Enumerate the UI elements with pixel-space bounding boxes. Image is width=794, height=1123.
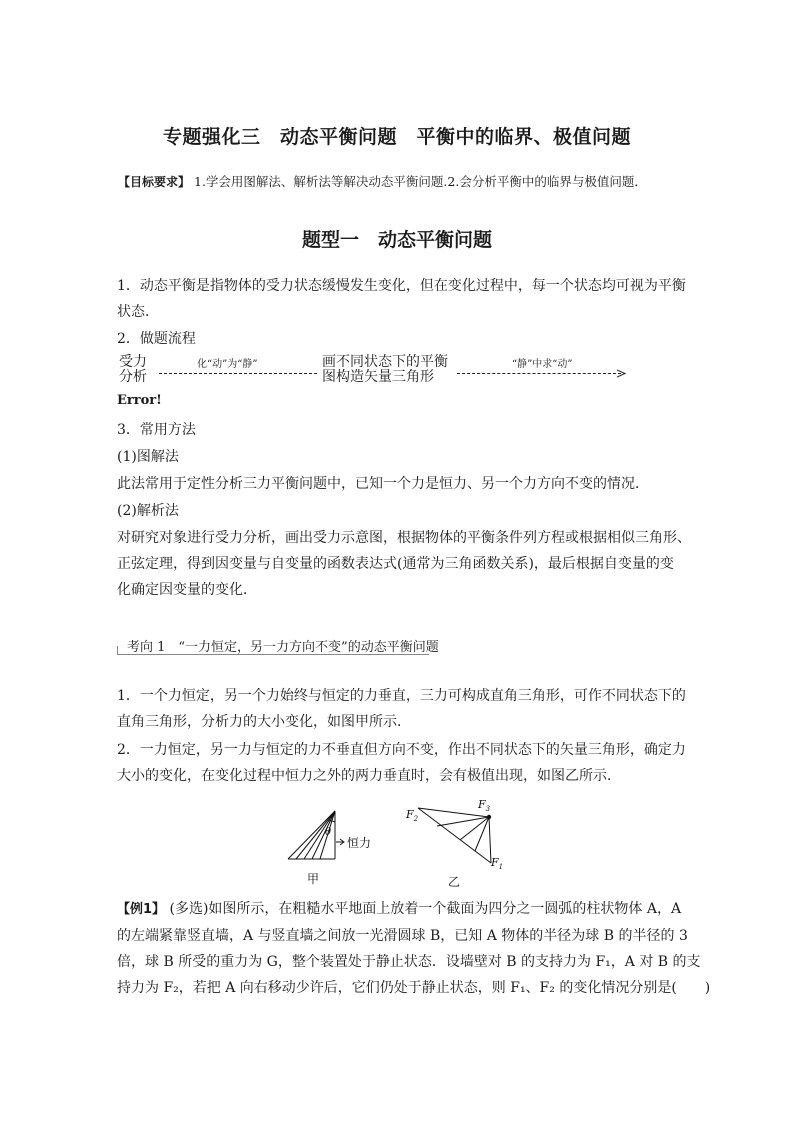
vector-node	[487, 815, 491, 819]
flow-step1-line2: 分析	[119, 369, 147, 385]
figure-jia	[288, 811, 344, 859]
method-2-title: (2)解析法	[117, 503, 179, 519]
kaoxiang-title: 考向 1 “一力恒定，另一力方向不变”的动态平衡问题	[127, 640, 439, 655]
flow-arrow2-label: “静”中求“动”	[512, 359, 573, 370]
method-2-line-3: 化确定因变量的变化．	[117, 582, 257, 598]
flow-arrow1-label: 化“动”为“静”	[197, 359, 258, 370]
flow-step2-line1: 画不同状态下的平衡	[322, 354, 448, 370]
paragraph-3: 3．常用方法	[117, 422, 196, 438]
paragraph-1-line-1: 1．动态平衡是指物体的受力状态缓慢发生变化，但在变化过程中，每一个状态均可视为平衡	[117, 278, 686, 294]
example-line-1-text: (多选)如图所示，在粗糙水平地面上放着一个截面为四分之一圆弧的柱状物体 A，A	[165, 901, 682, 917]
point-1	[117, 683, 686, 735]
paragraph-2: 2．做题流程	[117, 331, 196, 347]
learning-goal	[118, 172, 647, 190]
f1-label: $F_1$	[491, 856, 504, 871]
method-1-title: (1)图解法	[117, 449, 179, 465]
point-2-line-2: 大小的变化，在变化过程中恒力之外的两力垂直时，会有极值出现，如图乙所示．	[117, 768, 621, 784]
example-line-4: 持力为 F₂，若把 A 向右移动少许后，它们仍处于静止状态，则 F₁、F₂ 的变化情况分别是( )	[117, 980, 711, 996]
method-2-line-1: 对研究对象进行受力分析，画出受力示意图，根据物体的平衡条件列方程或根据相似三角形、	[117, 530, 691, 546]
flow-step2-line2: 图构造矢量三角形	[322, 369, 434, 385]
error-text: Error!	[117, 393, 162, 408]
hengli-label: 恒力	[347, 836, 372, 850]
figure-yi	[418, 808, 491, 863]
example-line-1	[117, 896, 682, 923]
method-1-text: 此法常用于定性分析三力平衡问题中，已知一个力是恒力、另一个力方向不变的情况．	[117, 476, 649, 492]
f2-label: $F_2$	[406, 808, 419, 823]
method-2-line-2: 正弦定理，得到因变量与自变量的函数表达式(通常为三角函数关系)，最后根据自变量的变	[117, 556, 674, 572]
goal-text: 1.学会用图解法、解析法等解决动态平衡问题.2.会分析平衡中的临界与极值问题．	[190, 174, 647, 189]
goal-tag: 【目标要求】	[118, 175, 191, 189]
point-2	[117, 737, 686, 789]
kaoxiang-header	[117, 634, 439, 658]
example-1	[117, 896, 711, 1001]
point-2-line-1: 2．一力恒定，另一力与恒定的力不垂直但方向不变，作出不同状态下的矢量三角形，确定力	[117, 742, 686, 758]
example-line-3: 倍，球 B 所受的重力为 G，整个装置处于静止状态．设墙壁对 B 的支持力为 F₁，A 对 B 的支	[117, 954, 701, 970]
yi-label: 乙	[448, 875, 461, 889]
force-figures	[285, 798, 525, 894]
jia-label: 甲	[307, 872, 320, 886]
point-1-line-1: 1．一个力恒定，另一个力始终与恒定的力垂直，三力可构成直角三角形，可作不同状态下的	[117, 688, 686, 704]
flow-diagram	[117, 355, 637, 387]
theta-label: θ	[325, 827, 332, 838]
example-tag: 【例1】	[117, 902, 166, 917]
flow-arrow-1	[159, 373, 317, 374]
section-title: 题型一 动态平衡问题	[301, 229, 492, 251]
method-2-text	[117, 525, 691, 603]
flow-step1-line1: 受力	[119, 354, 147, 370]
point-1-line-2: 直角三角形，分析力的大小变化，如图甲所示．	[117, 714, 411, 730]
kaoxiang-underline	[117, 654, 429, 655]
force-diagram	[285, 798, 525, 890]
flow-arrow-2	[457, 373, 621, 374]
page-title: 专题强化三 动态平衡问题 平衡中的临界、极值问题	[162, 126, 631, 148]
paragraph-1-line-2: 状态．	[117, 304, 159, 320]
paragraph-1	[117, 273, 686, 325]
f3-label: $F_3$	[478, 798, 491, 813]
flow-arrowhead-icon	[617, 369, 627, 378]
example-line-2: 的左端紧靠竖直墙，A 与竖直墙之间放一光滑圆球 B，已知 A 物体的半径为球 B 的半径的 3	[117, 928, 688, 944]
